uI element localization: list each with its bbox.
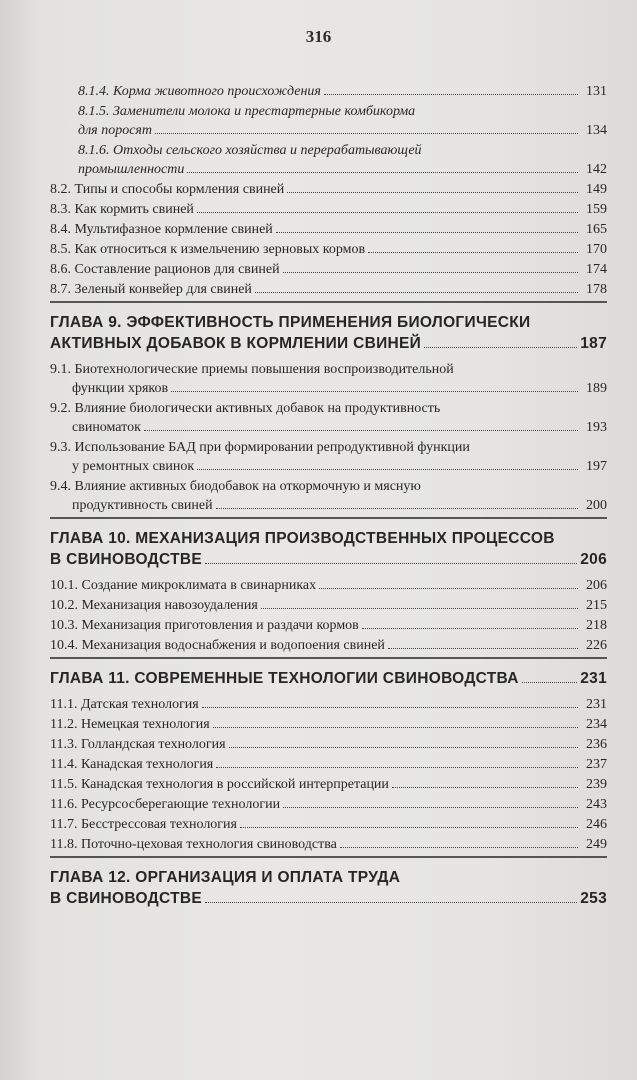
- toc-entry-text: В СВИНОВОДСТВЕ: [50, 551, 202, 568]
- toc-section: [50, 200, 607, 219]
- toc-entry-text: АКТИВНЫХ ДОБАВОК В КОРМЛЕНИИ СВИНЕЙ: [50, 335, 422, 352]
- dot-leader: [213, 727, 578, 728]
- toc-entry-text: 10.3. Механизация приготовления и раздачи кормов: [50, 618, 359, 633]
- toc-entry-text: функции хряков: [72, 381, 169, 396]
- toc-page-number: 243: [586, 797, 607, 812]
- dot-leader: [202, 707, 578, 708]
- toc-page-number: 234: [586, 717, 607, 732]
- dot-leader: [362, 628, 578, 629]
- dot-leader: [287, 192, 578, 193]
- toc-page-number: 174: [586, 262, 607, 277]
- toc-section: [50, 260, 607, 279]
- toc-section: [50, 360, 607, 398]
- toc-entry-text: 8.5. Как относиться к измельчению зерновых кормов: [50, 242, 366, 257]
- toc-entry-text: 8.6. Составление рационов для свиней: [50, 262, 280, 277]
- toc-chapter: [50, 867, 607, 909]
- toc-page-number: 236: [586, 737, 607, 752]
- toc-page-number: 231: [586, 697, 607, 712]
- dot-leader: [197, 469, 578, 470]
- toc-page-number: 142: [586, 162, 607, 177]
- toc-subsection: [50, 82, 607, 101]
- toc-section: [50, 220, 607, 239]
- toc-entry-text: ГЛАВА 10. МЕХАНИЗАЦИЯ ПРОИЗВОДСТВЕННЫХ ПРОЦЕССОВ: [50, 530, 555, 547]
- toc-entry-text: 11.7. Бесстрессовая технология: [50, 817, 237, 832]
- toc-section: [50, 240, 607, 259]
- toc-entry-text: 11.8. Поточно-цеховая технология свиноводства: [50, 837, 337, 852]
- toc-page-number: 246: [586, 817, 607, 832]
- chapter-separator: [50, 856, 607, 858]
- toc-entry-text: 8.2. Типы и способы кормления свиней: [50, 182, 285, 197]
- toc-section: [50, 180, 607, 199]
- dot-leader: [261, 608, 578, 609]
- toc-section: [50, 815, 607, 834]
- toc-entry-text: ГЛАВА 12. ОРГАНИЗАЦИЯ И ОПЛАТА ТРУДА: [50, 869, 401, 886]
- toc-entry-text: ГЛАВА 11. СОВРЕМЕННЫЕ ТЕХНОЛОГИИ СВИНОВОДСТВА: [50, 670, 519, 687]
- toc-chapter: [50, 312, 607, 354]
- toc-section: [50, 280, 607, 299]
- toc-section: [50, 616, 607, 635]
- toc-page-number: 206: [586, 578, 607, 593]
- toc-page-number: 206: [580, 551, 607, 568]
- toc-page-number: 197: [586, 459, 607, 474]
- toc-section: [50, 755, 607, 774]
- dot-leader: [283, 807, 578, 808]
- toc-entry-text: 9.2. Влияние биологически активных добавок на продуктивность: [50, 401, 441, 416]
- dot-leader: [187, 172, 578, 173]
- dot-leader: [171, 391, 578, 392]
- toc-page-number: 218: [586, 618, 607, 633]
- toc-section: [50, 576, 607, 595]
- toc-chapter: [50, 528, 607, 570]
- toc-page-number: 237: [586, 757, 607, 772]
- toc-page-number: 231: [580, 670, 607, 687]
- toc-entry-text: 9.4. Влияние активных биодобавок на откормочную и мясную: [50, 479, 421, 494]
- toc-entry-text: 8.7. Зеленый конвейер для свиней: [50, 282, 252, 297]
- toc-page-number: 253: [580, 890, 607, 907]
- chapter-separator: [50, 657, 607, 659]
- toc-section: [50, 735, 607, 754]
- toc-entry-text: 8.3. Как кормить свиней: [50, 202, 194, 217]
- toc-subsection: [50, 141, 607, 179]
- dot-leader: [216, 767, 578, 768]
- toc-entry-text: у ремонтных свинок: [72, 459, 195, 474]
- toc-entry-text: продуктивность свиней: [72, 498, 213, 513]
- toc-entry-text: 9.1. Биотехнологические приемы повышения воспроизводительной: [50, 362, 454, 377]
- toc-entry-text: 10.2. Механизация навозоудаления: [50, 598, 258, 613]
- toc-page-number: 149: [586, 182, 607, 197]
- toc-page-number: 239: [586, 777, 607, 792]
- dot-leader: [283, 272, 578, 273]
- toc-section: [50, 715, 607, 734]
- dot-leader: [388, 648, 578, 649]
- dot-leader: [340, 847, 578, 848]
- toc-page-number: 226: [586, 638, 607, 653]
- dot-leader: [240, 827, 578, 828]
- toc-page-number: 165: [586, 222, 607, 237]
- toc-entry-text: 9.3. Использование БАД при формировании репродуктивной функции: [50, 440, 470, 455]
- toc-entry-text: 11.1. Датская технология: [50, 697, 199, 712]
- toc-section: [50, 775, 607, 794]
- toc-page-number: 134: [586, 123, 607, 138]
- toc-entry-text: 11.2. Немецкая технология: [50, 717, 210, 732]
- toc-entry-text: 11.6. Ресурсосберегающие технологии: [50, 797, 281, 812]
- dot-leader: [197, 212, 578, 213]
- toc-section: [50, 438, 607, 476]
- page-number: 316: [305, 27, 332, 46]
- toc-entry-text: 11.5. Канадская технология в российской интерпретации: [50, 777, 389, 792]
- toc-chapter: [50, 668, 607, 689]
- toc-entry-text: 10.1. Создание микроклимата в свинарниках: [50, 578, 317, 593]
- dot-leader: [229, 747, 578, 748]
- dot-leader: [216, 508, 578, 509]
- toc-page-number: 200: [586, 498, 607, 513]
- toc-page-number: 131: [586, 84, 607, 99]
- dot-leader: [522, 682, 577, 683]
- toc-entry-text: 8.1.6. Отходы сельского хозяйства и перерабатывающей: [78, 143, 422, 158]
- dot-leader: [276, 232, 578, 233]
- toc-entry-text: свиноматок: [72, 420, 141, 435]
- toc-entry-text: для поросят: [78, 123, 153, 138]
- chapter-separator: [50, 301, 607, 303]
- toc-page-number: 189: [586, 381, 607, 396]
- toc-entry-text: 8.4. Мультифазное кормление свиней: [50, 222, 273, 237]
- toc-entry-text: 8.1.5. Заменители молока и престартерные комбикорма: [78, 104, 416, 119]
- toc-page-number: 215: [586, 598, 607, 613]
- dot-leader: [155, 133, 578, 134]
- toc-section: [50, 835, 607, 854]
- toc-entry-text: 11.3. Голландская технология: [50, 737, 226, 752]
- toc-section: [50, 636, 607, 655]
- toc-page-number: 159: [586, 202, 607, 217]
- dot-leader: [324, 94, 578, 95]
- dot-leader: [319, 588, 578, 589]
- toc-section: [50, 399, 607, 437]
- toc-page-number: 193: [586, 420, 607, 435]
- toc-page-number: 249: [586, 837, 607, 852]
- dot-leader: [368, 252, 578, 253]
- toc-page-number: 187: [580, 335, 607, 352]
- dot-leader: [205, 902, 577, 903]
- dot-leader: [144, 430, 578, 431]
- dot-leader: [255, 292, 578, 293]
- dot-leader: [424, 347, 577, 348]
- toc-subsection: [50, 102, 607, 140]
- toc-entry-text: промышленности: [78, 162, 185, 177]
- toc-entry-text: 10.4. Механизация водоснабжения и водопоения свиней: [50, 638, 385, 653]
- toc-page-number: 170: [586, 242, 607, 257]
- table-of-contents: [50, 82, 607, 915]
- toc-section: [50, 795, 607, 814]
- toc-entry-text: ГЛАВА 9. ЭФФЕКТИВНОСТЬ ПРИМЕНЕНИЯ БИОЛОГИЧЕСКИ: [50, 314, 531, 331]
- toc-section: [50, 695, 607, 714]
- toc-page-number: 178: [586, 282, 607, 297]
- toc-entry-text: 11.4. Канадская технология: [50, 757, 214, 772]
- toc-entry-text: 8.1.4. Корма животного происхождения: [78, 84, 321, 99]
- dot-leader: [205, 563, 577, 564]
- toc-entry-text: В СВИНОВОДСТВЕ: [50, 890, 202, 907]
- dot-leader: [392, 787, 578, 788]
- chapter-separator: [50, 517, 607, 519]
- toc-section: [50, 477, 607, 515]
- toc-section: [50, 596, 607, 615]
